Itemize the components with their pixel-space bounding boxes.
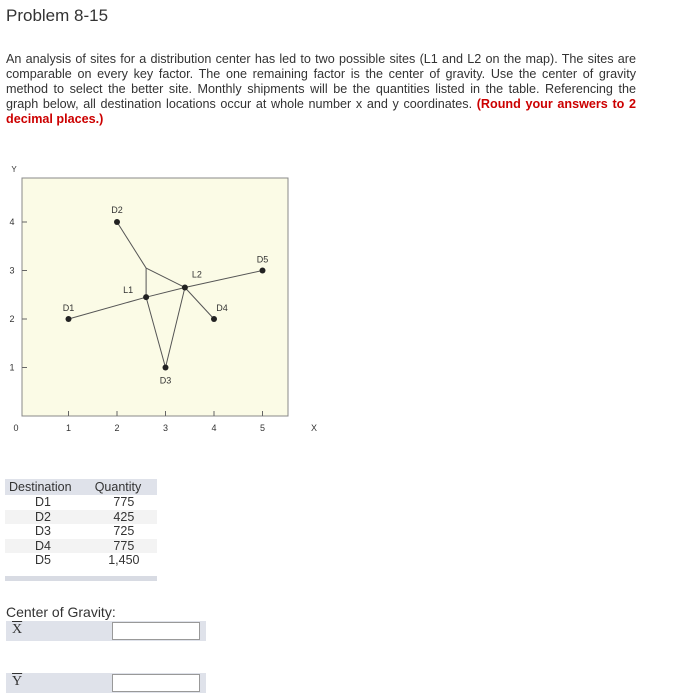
- x-tick-label: 5: [259, 423, 266, 433]
- answer-row-y: [6, 673, 206, 693]
- column-header-destination: Destination: [5, 479, 91, 495]
- quantity-cell: 1,450: [108, 553, 140, 568]
- site-label-l2: L2: [191, 269, 202, 280]
- y-tick-label: 4: [9, 217, 15, 227]
- table-row: [5, 553, 157, 568]
- x-tick-label: 1: [65, 423, 72, 433]
- destination-point-d2: [114, 219, 120, 225]
- plot-area: [22, 178, 288, 416]
- x-bar-input[interactable]: [112, 622, 200, 640]
- answer-row-x: [6, 621, 206, 641]
- rounding-instruction: (Round your answers to 2 decimal places.): [6, 97, 636, 126]
- destination-point-d5: [260, 268, 266, 274]
- y-bar-label: $\overline{Y}$: [12, 674, 23, 689]
- destination-label-d2: D2: [111, 205, 123, 215]
- y-bar-input[interactable]: [112, 674, 200, 692]
- destination-cell: D1: [35, 495, 51, 509]
- quantity-cell: 425: [91, 510, 157, 525]
- destination-label-d1: D1: [62, 303, 75, 313]
- x-bar-label: $\overline{X}$: [12, 622, 23, 637]
- table-row: [5, 495, 157, 510]
- destination-cell: D5: [35, 553, 51, 568]
- x-axis-label: X: [310, 423, 318, 433]
- site-label-l1: L1: [123, 285, 134, 296]
- quantity-cell: 775: [91, 539, 157, 554]
- site-point-l1: [143, 294, 149, 300]
- destination-label-d4: D4: [216, 303, 228, 313]
- table-row: [5, 524, 157, 539]
- problem-statement: [6, 52, 636, 127]
- center-of-gravity-label: Center of Gravity:: [6, 604, 116, 620]
- site-map-chart: [0, 160, 340, 445]
- destination-cell: D4: [5, 539, 91, 554]
- table-row: [5, 510, 157, 525]
- destination-cell: D2: [5, 510, 91, 525]
- table-row: [5, 539, 157, 554]
- x-tick-label: 2: [114, 423, 120, 433]
- problem-text: An analysis of sites for a distribution center has led to two possible sites (L1 and L2 on the map). The sites are comparable on every key factor. The one remaining factor is the center of gravity. Use the center of gravity method to select the better site. Monthly shipments will be the quantities listed in the table. Referencing the graph below, all destination locations occur at whole number x and y coordinates.: [6, 52, 636, 111]
- x-tick-label: 4: [211, 423, 217, 433]
- destination-label-d3: D3: [159, 375, 172, 386]
- page-title: Problem 8-15: [6, 6, 109, 25]
- destination-point-d4: [211, 316, 217, 322]
- destination-point-d3: [163, 365, 169, 371]
- quantity-cell: 775: [113, 495, 135, 509]
- y-axis-label: Y: [11, 165, 17, 174]
- table-header-row: [5, 479, 157, 495]
- site-point-l2: [182, 284, 188, 290]
- destination-label-d5: D5: [256, 254, 269, 265]
- shipment-table: [5, 479, 157, 568]
- quantity-cell: 725: [113, 524, 135, 539]
- column-header-quantity: Quantity: [91, 479, 157, 495]
- y-tick-label: 1: [9, 362, 15, 373]
- y-tick-label: 3: [9, 265, 15, 276]
- y-tick-label: 2: [9, 314, 15, 324]
- x-tick-label: 3: [162, 423, 169, 433]
- destination-point-d1: [66, 316, 72, 322]
- x-tick-label: 0: [13, 423, 19, 433]
- table-footer-bar: [5, 576, 157, 581]
- destination-cell: D3: [35, 524, 51, 539]
